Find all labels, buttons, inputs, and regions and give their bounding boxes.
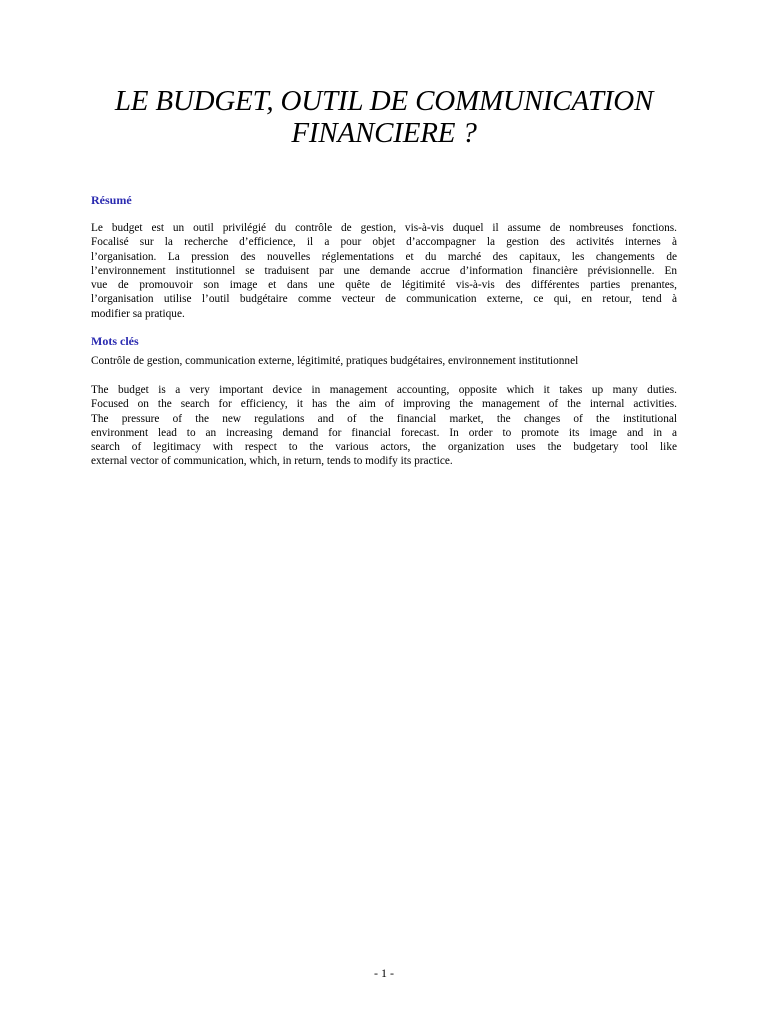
resume-line: modifier sa pratique. — [91, 307, 185, 320]
resume-line: Le budget est un outil privilégié du contrôle de gestion, vis-à-vis duquel il assume de nombreuses fonctions. — [91, 222, 677, 234]
resume-heading: Résumé — [91, 193, 132, 207]
abstract-line: The pressure of the new regulations and of the financial market, the changes of the institutional — [91, 412, 677, 425]
abstract-line: Focused on the search for efficiency, it has the aim of improving the management of the internal activities. — [91, 398, 677, 411]
english-abstract — [91, 383, 677, 469]
abstract-line: environment lead to an increasing demand for financial forecast. In order to promote its image and in a — [91, 426, 677, 439]
resume-line: l’organisation utilise l’outil budgétaire comme vecteur de communication externe, ce qui, en retour, tend à — [91, 293, 677, 306]
page-number: - 1 - — [374, 966, 394, 980]
title-line-1: LE BUDGET, OUTIL DE COMMUNICATION — [114, 85, 654, 117]
resume-line: Focalisé sur la recherche d’efficience, il a pour objet d’accompagner la gestion des activités internes à — [91, 236, 677, 249]
abstract-line: external vector of communication, which, in return, tends to modify its practice. — [91, 455, 453, 468]
keywords-text: Contrôle de gestion, communication externe, légitimité, pratiques budgétaires, environnement institutionnel — [91, 355, 579, 367]
abstract-line: search of legitimacy with respect to the various actors, the organization uses the budgetary tool like — [91, 441, 677, 454]
resume-paragraph — [91, 221, 677, 321]
resume-line: l’environnement institutionnel se traduisent par une demande accrue d’information financière prévisionnelle. En — [91, 264, 677, 277]
abstract-line: The budget is a very important device in management accounting, opposite which it takes up many duties. — [91, 384, 677, 396]
title-line-2: FINANCIERE ? — [291, 117, 477, 149]
document-title — [60, 85, 708, 149]
keywords-heading: Mots clés — [91, 334, 139, 348]
resume-line: l’organisation. La pression des nouvelles réglementations et du marché des capitaux, les changements de — [91, 250, 677, 263]
resume-line: vue de promouvoir son image et dans une quête de légitimité vis-à-vis des différentes parties prenantes, — [91, 279, 677, 292]
